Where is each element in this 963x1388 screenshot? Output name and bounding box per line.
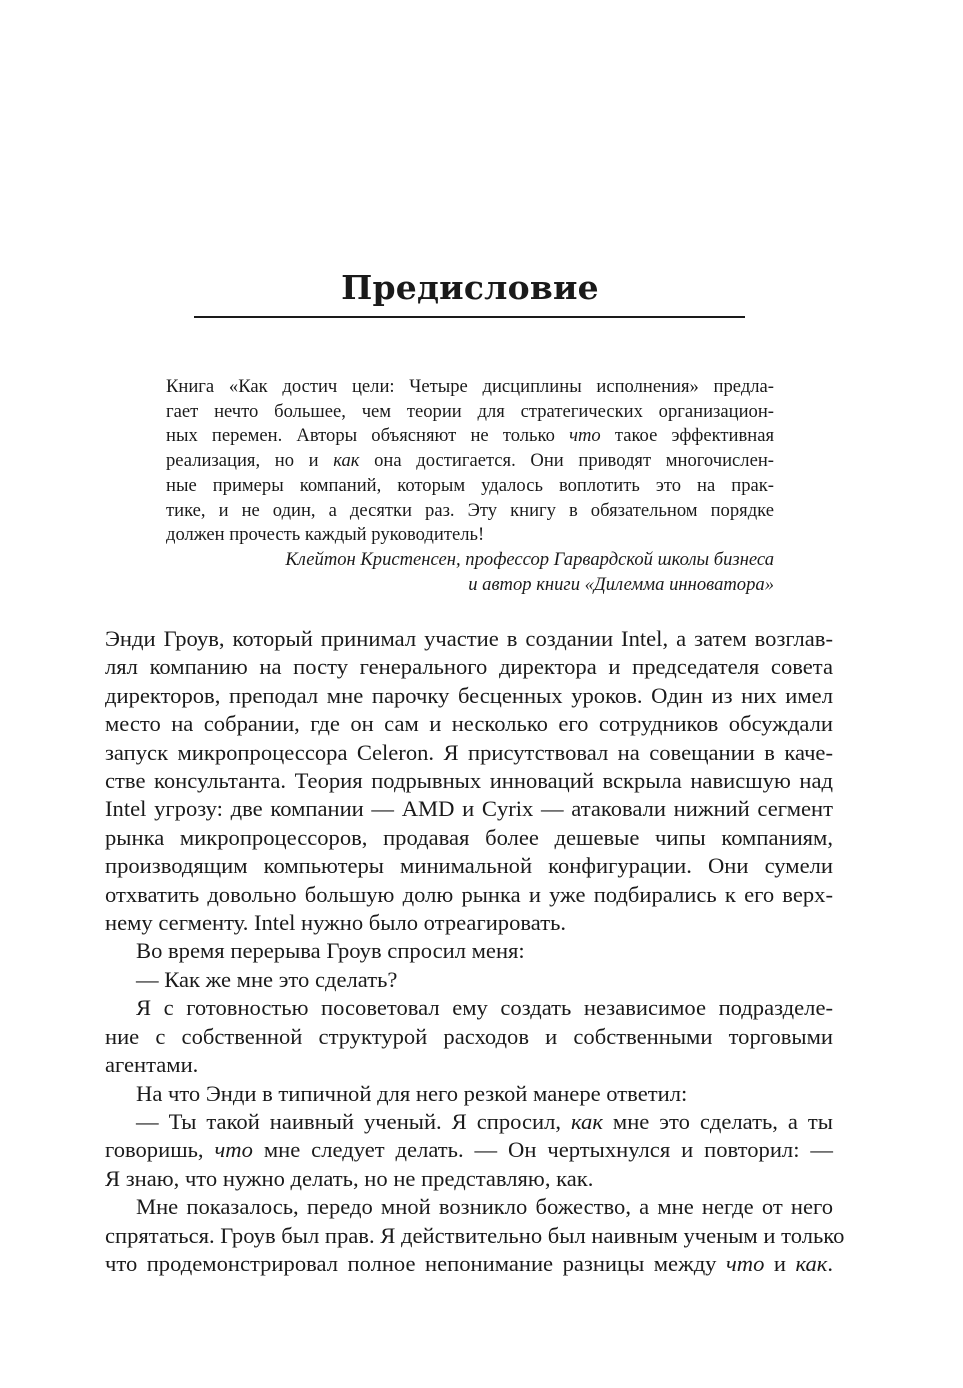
emphasis: что (214, 1137, 253, 1163)
text-line: производящим компьютеры минимальной конфигурации. Они сумели (105, 853, 833, 879)
epigraph-line: тике, и не один, а десятки раз. Эту книгу в обязательном порядке (166, 499, 774, 521)
text-line: рынка микропроцессоров, продавая более дешевые чипы компаниям, (105, 824, 833, 850)
epigraph-attribution (166, 548, 774, 597)
epigraph-line: ные примеры компаний, которым удалось воплотить это на прак- (166, 474, 774, 496)
attribution-line: и автор книги «Дилемма инноватора» (468, 573, 774, 595)
emphasis: как (571, 1108, 603, 1134)
text-part: мне следует делать. — Он чертыхнулся и повторил: — (263, 1137, 833, 1163)
text-line: агентами. (105, 1052, 199, 1078)
attribution-line: Клейтон Кристенсен, профессор Гарвардской школы бизнеса (285, 548, 774, 570)
text-line: запуск микропроцессора Celeron. Я присутствовал на совещании в каче- (105, 739, 833, 765)
paragraph (105, 994, 833, 1079)
text-part: и (773, 1250, 786, 1276)
emphasis: что (725, 1250, 765, 1276)
text-part: что продемонстрировал полное непонимание разницы между (105, 1250, 717, 1276)
text-line: Я с готовностью посоветовал ему создать независимое подразделе- (136, 995, 833, 1021)
epigraph-text-part: такое эффективная (614, 425, 775, 447)
title-rule (194, 316, 745, 318)
text-line: нему сегменту. Intel нужно было отреагировать. (105, 910, 567, 936)
dialogue-line: — Как же мне это сделать? (136, 966, 398, 992)
text-line: лял компанию на посту генерального директора и председателя совета (105, 654, 833, 680)
epigraph-line (166, 424, 774, 449)
epigraph-text-part: ных перемен. Авторы объясняют не только (166, 425, 555, 447)
text-line: Энди Гроув, который принимал участие в создании Intel, а затем возглав- (105, 626, 833, 651)
epigraph-emphasis: как (333, 450, 360, 472)
text-line: Мне показалось, передо мной возникло божество, а мне негде от него (136, 1194, 833, 1220)
paragraph (105, 1193, 845, 1278)
text-line (105, 1136, 833, 1164)
text-part: говоришь, (105, 1137, 204, 1163)
text-line: отхватить довольно большую долю рынка и уже подбирались к его верх- (105, 881, 833, 907)
body-text (105, 625, 845, 1278)
text-part: — Ты такой наивный ученый. Я спросил, (136, 1108, 562, 1134)
epigraph-text-part: она достигается. Они приводят многочислен- (374, 450, 774, 472)
emphasis: как (795, 1250, 828, 1276)
epigraph-text-part: реализация, но и (166, 450, 319, 472)
epigraph (166, 375, 774, 597)
text-line: Intel угрозу: две компании — AMD и Cyrix — атаковали нижний сегмент (105, 796, 833, 822)
text-part: . (827, 1250, 833, 1276)
chapter-title: Предисловие (341, 268, 599, 307)
epigraph-text (166, 375, 774, 548)
paragraph: Во время перерыва Гроув спросил меня: (136, 938, 525, 964)
text-line: ние с собственной структурой расходов и собственными торговыми (105, 1023, 833, 1049)
epigraph-line: Книга «Как достич цели: Четыре дисциплины исполнения» предла- (166, 376, 774, 397)
text-line: спрятаться. Гроув был прав. Я действительно был наивным ученым и только (105, 1222, 845, 1248)
paragraph: На что Энди в типичной для него резкой манере ответил: (136, 1080, 688, 1106)
dialogue-paragraph (105, 1108, 833, 1193)
epigraph-line: должен прочесть каждый руководитель! (166, 524, 485, 546)
text-line: стве консультанта. Теория подрывных инноваций вскрыла нависшую над (105, 768, 833, 794)
text-line: место на собрании, где он сам и несколько его сотрудников обсуждали (105, 711, 833, 737)
text-part: мне это сделать, а ты (612, 1108, 833, 1134)
text-line (105, 1108, 833, 1136)
epigraph-emphasis: что (569, 425, 601, 447)
epigraph-line: гает нечто большее, чем теории для стратегических организацион- (166, 400, 774, 422)
text-line: Я знаю, что нужно делать, но не представляю, как. (105, 1165, 594, 1191)
paragraph (105, 625, 833, 937)
text-line: директоров, преподал мне парочку бесценных уроков. Один из них имел (105, 682, 833, 708)
epigraph-line (166, 449, 774, 474)
text-line (105, 1250, 833, 1278)
